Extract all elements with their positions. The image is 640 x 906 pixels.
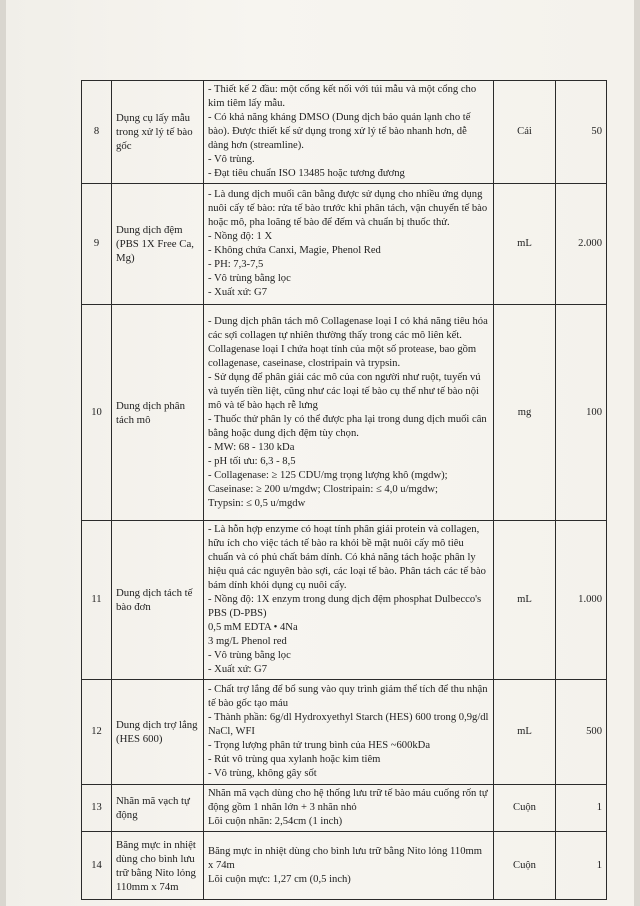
description-line: - Rút vô trùng qua xylanh hoặc kim tiêm (208, 754, 381, 765)
table-row (82, 521, 607, 680)
description-line: Collagenase loại I chứa hoạt tính của một số protease, bao gồm collagenase, caseinase, clostripain và trypsin. (208, 343, 477, 369)
description-line: - Nồng độ: 1X enzym trong dung dịch đệm phosphat Dulbecco's PBS (D-PBS) (208, 594, 482, 619)
item-name: Dung dịch đệm (PBS 1X Free Ca, Mg) (112, 184, 204, 305)
description-line: - PH: 7,3-7,5 (208, 259, 264, 270)
description-line: 0,5 mM EDTA • 4Na (208, 622, 298, 633)
item-description (204, 832, 494, 900)
description-line: - Thành phần: 6g/dl Hydroxyethyl Starch (HES) 600 trong 0,9g/dl NaCl, WFI (208, 712, 489, 737)
item-name: Dung dịch phân tách mô (112, 305, 204, 521)
description-line: - Xuất xứ: G7 (208, 287, 267, 298)
document-page (6, 0, 634, 906)
table-row (82, 832, 607, 900)
description-line: - MW: 68 - 130 kDa (208, 441, 295, 453)
row-number: 13 (82, 785, 112, 832)
row-number: 11 (82, 521, 112, 680)
description-line: - Là dung dịch muối cân bằng được sử dụng cho nhiều ứng dụng nuôi cấy tế bào: rửa tế bào trước khi phân tách, vận chuyển tế bào hoặc mô, pha loãng tế bào để đếm và chuẩn bị thuốc thử. (208, 189, 488, 228)
item-quantity: 1.000 (556, 521, 607, 680)
description-line: Trypsin: ≤ 0,5 u/mgdw (208, 497, 306, 509)
row-number: 14 (82, 832, 112, 900)
description-line: - Không chứa Canxi, Magie, Phenol Red (208, 245, 381, 256)
item-unit: Cuộn (494, 785, 556, 832)
description-line: - Trọng lượng phân tử trung bình của HES ~600kDa (208, 740, 431, 751)
item-description (204, 305, 494, 521)
row-number: 8 (82, 81, 112, 184)
description-line: 3 mg/L Phenol red (208, 636, 287, 647)
description-line: - pH tối ưu: 6,3 - 8,5 (208, 455, 296, 467)
row-number: 10 (82, 305, 112, 521)
description-line: Lõi cuộn mực: 1,27 cm (0,5 inch) (208, 873, 351, 885)
description-line: - Thuốc thử phân ly có thể được pha lại trong dung dịch muối cân bằng hoặc dung dịch đệm tùy chọn. (208, 413, 487, 439)
description-line: - Chất trợ lắng để bổ sung vào quy trình giảm thể tích để thu nhận tế bào gốc tạo máu (208, 684, 488, 709)
item-unit: mg (494, 305, 556, 521)
row-number: 9 (82, 184, 112, 305)
table-row (82, 184, 607, 305)
item-quantity: 1 (556, 832, 607, 900)
item-quantity: 2.000 (556, 184, 607, 305)
description-line: - Thiết kế 2 đầu: một cổng kết nối với túi mẫu và một cổng cho kim tiêm lấy mẫu. (208, 84, 477, 109)
description-line: - Xuất xứ: G7 (208, 664, 267, 675)
item-description (204, 521, 494, 680)
description-line: - Dung dịch phân tách mô Collagenase loại I có khả năng tiêu hóa các sợi collagen tự nhiên thường thấy trong các mô liên kết. (208, 315, 488, 341)
description-line: - Là hỗn hợp enzyme có hoạt tính phân giải protein và collagen, hữu ích cho việc tách tế bào ra khỏi bề mặt nuôi cấy mô tiêu chuẩn và có phủ chất bám dính. Có khả năng tách hoặc phân ly hiệu quả các nguyên bào sợi, các loại tế bào. Phân tách các tế bào bám dính khỏi dụng cụ nuôi cấy. (208, 524, 486, 591)
item-quantity: 500 (556, 680, 607, 785)
table-row (82, 785, 607, 832)
table-row (82, 81, 607, 184)
description-line: - Vô trùng bằng lọc (208, 650, 291, 661)
table-row (82, 305, 607, 521)
description-line: Băng mực in nhiệt dùng cho bình lưu trữ bằng Nito lỏng 110mm x 74m (208, 845, 482, 871)
item-name: Nhãn mã vạch tự động (112, 785, 204, 832)
specification-table (81, 80, 607, 900)
item-description (204, 680, 494, 785)
item-unit: mL (494, 521, 556, 680)
item-unit: Cái (494, 81, 556, 184)
description-line: - Vô trùng, không gây sốt (208, 768, 317, 779)
description-line: Nhãn mã vạch dùng cho hệ thống lưu trữ tế bào máu cuống rốn tự động gồm 1 nhãn lớn + 3 nhãn nhỏ (208, 788, 488, 813)
item-name: Băng mực in nhiệt dùng cho bình lưu trữ bằng Nito lỏng 110mm x 74m (112, 832, 204, 900)
item-unit: mL (494, 184, 556, 305)
item-quantity: 50 (556, 81, 607, 184)
description-line: - Vô trùng bằng lọc (208, 273, 291, 284)
description-line: - Vô trùng. (208, 154, 255, 165)
description-line: Lõi cuộn nhãn: 2,54cm (1 inch) (208, 816, 343, 827)
description-line: Caseinase: ≥ 200 u/mgdw; Clostripain: ≤ 4,0 u/mgdw; (208, 483, 438, 495)
description-line: - Collagenase: ≥ 125 CDU/mg trọng lượng khô (mgdw); (208, 469, 448, 481)
row-number: 12 (82, 680, 112, 785)
table-row (82, 680, 607, 785)
item-quantity: 100 (556, 305, 607, 521)
description-line: - Đạt tiêu chuẩn ISO 13485 hoặc tương đương (208, 168, 405, 179)
item-description (204, 785, 494, 832)
item-unit: Cuộn (494, 832, 556, 900)
item-quantity: 1 (556, 785, 607, 832)
description-line: - Nồng độ: 1 X (208, 231, 273, 242)
item-name: Dụng cụ lấy mẫu trong xử lý tế bào gốc (112, 81, 204, 184)
item-unit: mL (494, 680, 556, 785)
description-line: - Có khả năng kháng DMSO (Dung dịch bảo quản lạnh cho tế bào). Được thiết kế sử dụng trong xử lý tế bào nhanh hơn, dễ dàng hơn (streamline). (208, 112, 471, 151)
item-name: Dung dịch trợ lắng (HES 600) (112, 680, 204, 785)
item-description (204, 184, 494, 305)
item-description (204, 81, 494, 184)
description-line: - Sử dụng để phân giải các mô của con người như ruột, tuyến vú và tuyến tiền liệt, cũng như các loại tế bào cụ thể như tế bào nội mô và tế bào hạch rễ lưng (208, 371, 481, 411)
item-name: Dung dịch tách tế bào đơn (112, 521, 204, 680)
